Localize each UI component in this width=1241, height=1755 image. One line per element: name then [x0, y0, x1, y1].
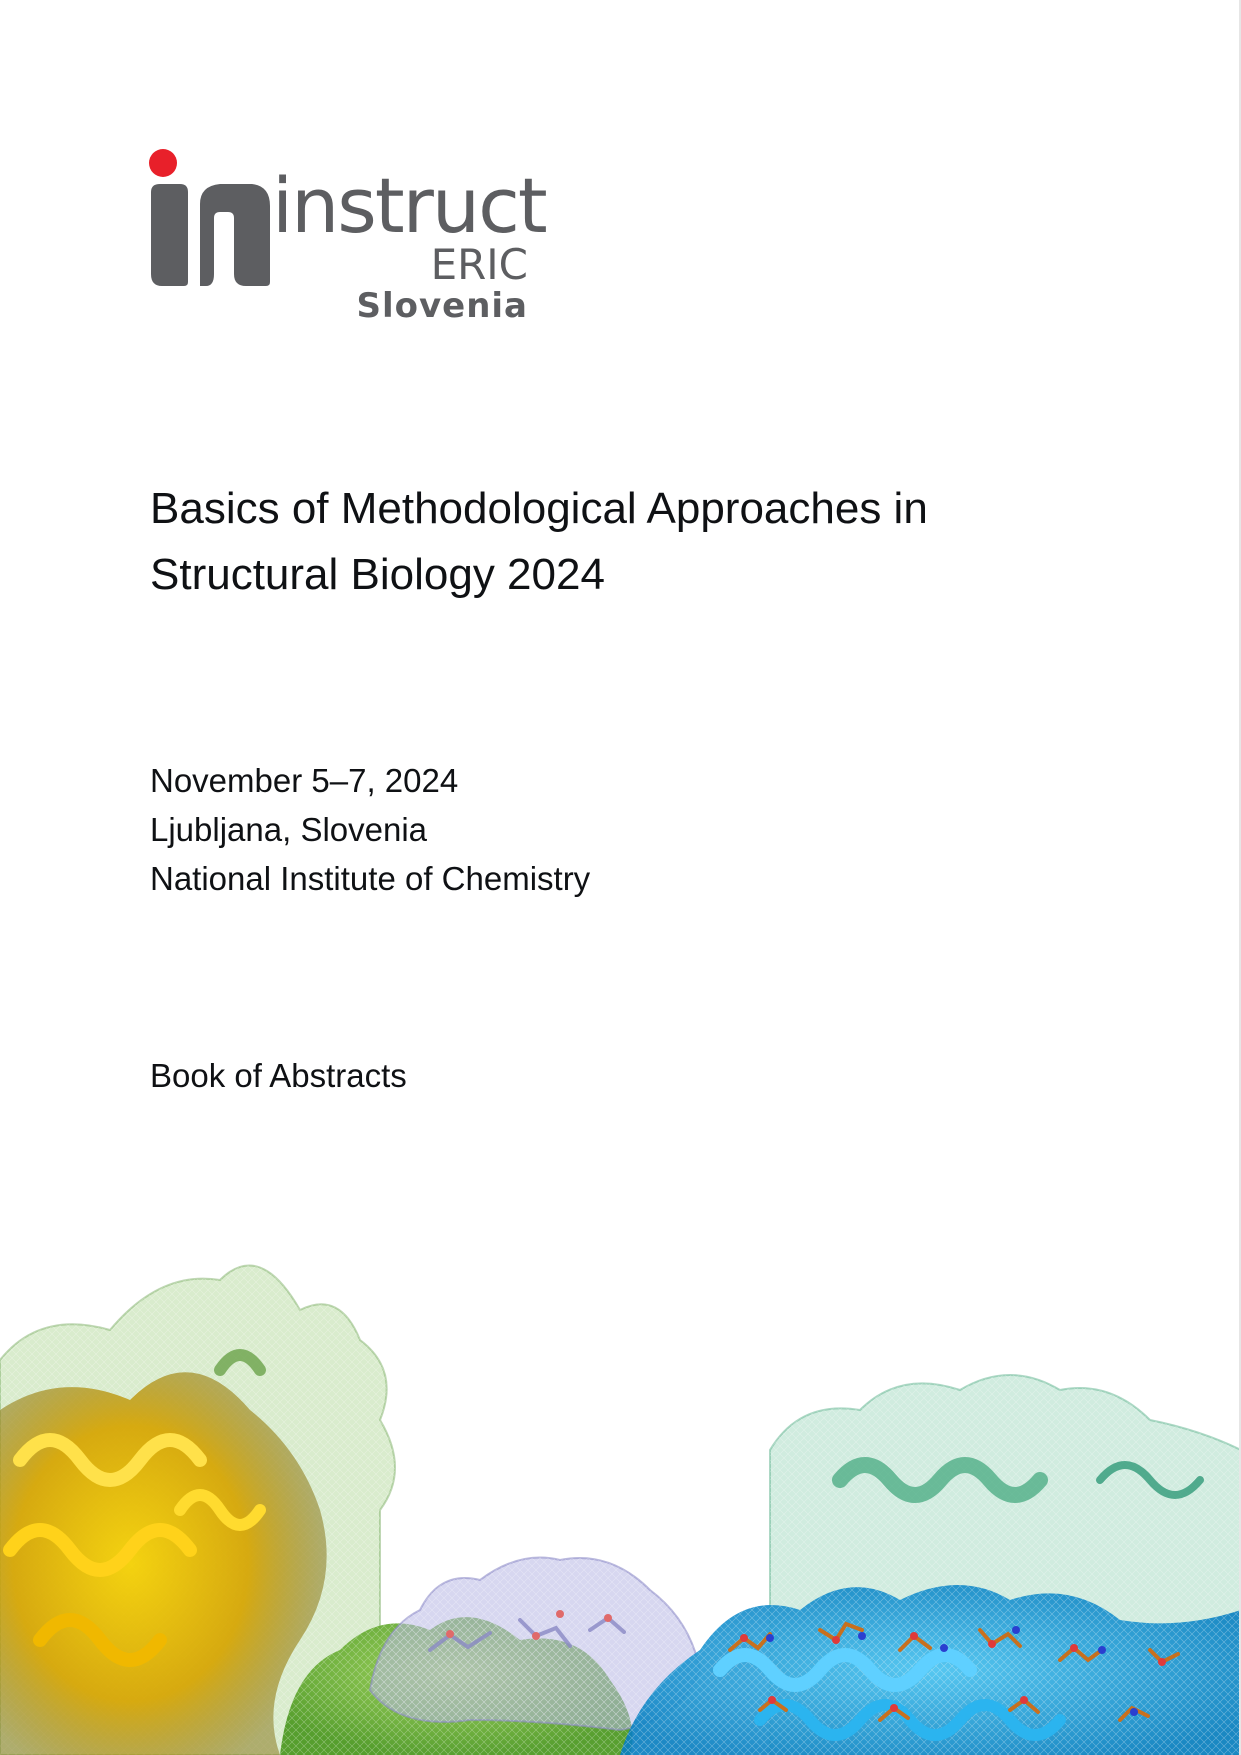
- logo-country-label: Slovenia: [356, 286, 528, 326]
- page-title: [150, 476, 1110, 608]
- event-date: November 5–7, 2024: [150, 762, 459, 799]
- protein-structure-illustration: [0, 1250, 1241, 1755]
- title-line-2: Structural Biology 2024: [150, 550, 605, 599]
- event-venue: National Institute of Chemistry: [150, 860, 591, 897]
- instruct-mark-icon: [148, 146, 272, 286]
- logo-eric-label: ERIC: [430, 240, 528, 289]
- instruct-eric-logo: [148, 146, 546, 326]
- event-location: Ljubljana, Slovenia: [150, 811, 428, 848]
- document-subtitle: Book of Abstracts: [150, 1057, 407, 1094]
- logo-wordmark: instruct: [272, 161, 546, 250]
- title-line-1: Basics of Methodological Approaches in: [150, 484, 928, 533]
- event-details: [150, 756, 590, 903]
